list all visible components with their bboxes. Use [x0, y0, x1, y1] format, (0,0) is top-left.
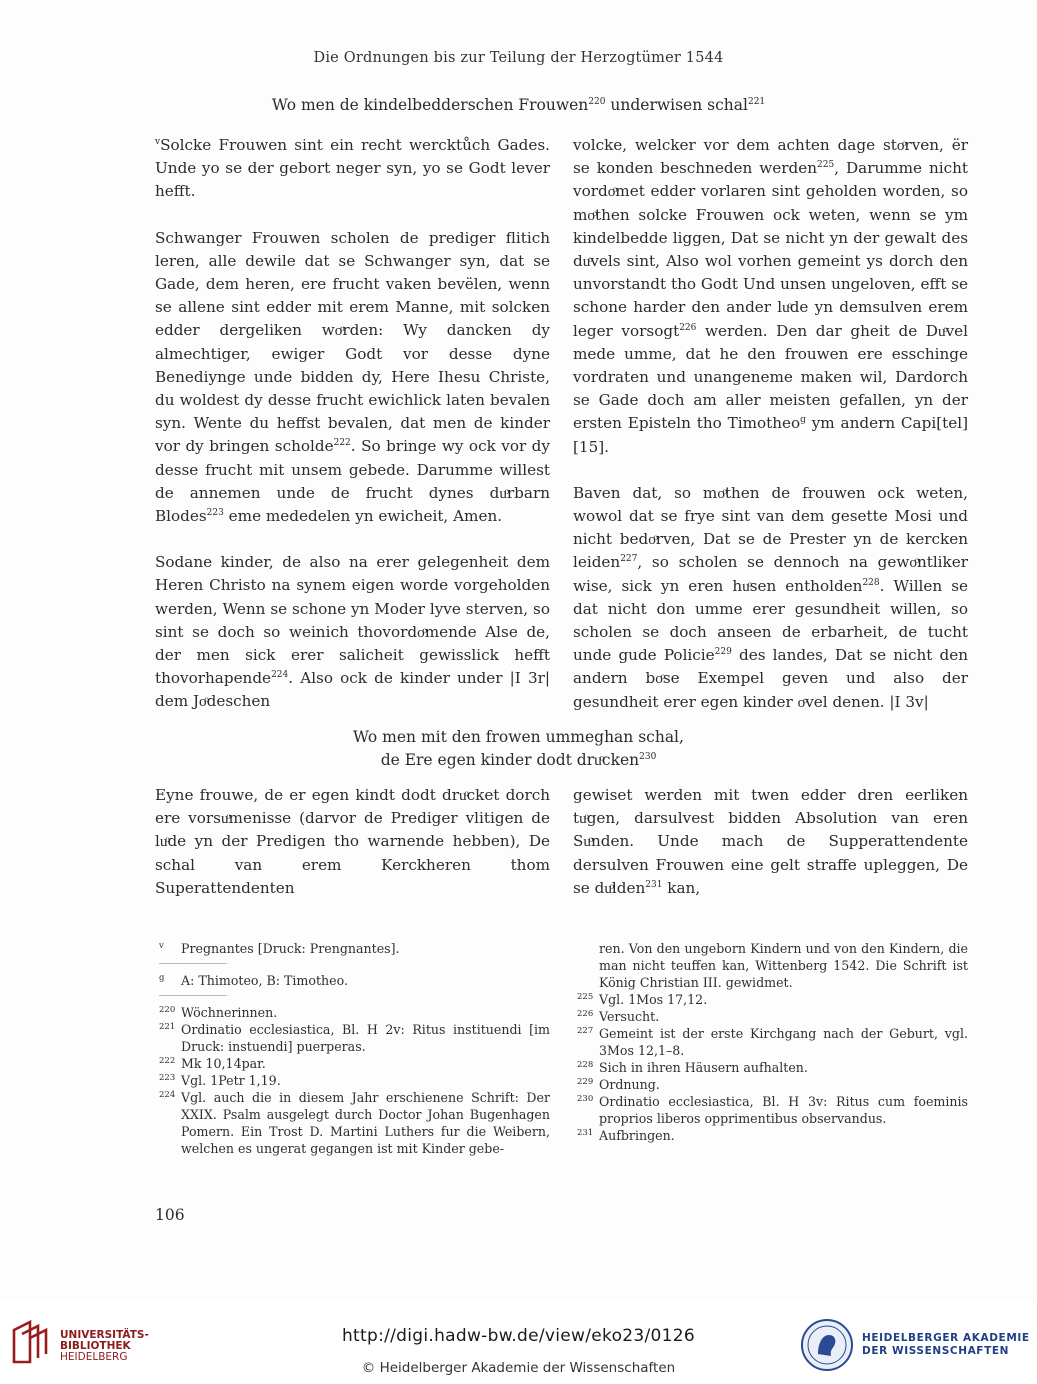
footnote-text: Vgl. auch die in diesem Jahr erschienene Schrift: Der XXIX. Psalm ausgelegt durch Doctor Johan Bugenhagen Pomern. Ein Trost D. Martini Luthers fur die Weibern, welchen es ungerat gegangen ist mit Kinder gebe- [181, 1090, 550, 1156]
paragraph-text: Eyne frouwe, de er egen kindt dodt druͦcket dorch ere vorsuͦmenisse (darvor de Prediger vlitigen de luͦde yn der Predigen tho warnende hebben), De schal van erem Kerckheren thom Superattendenten [155, 786, 550, 897]
paragraph-text: volcke, welcker vor dem achten dage stoͦrven, ër se konden beschneden werden [573, 136, 968, 178]
footnote-text: Ordinatio ecclesiastica, Bl. H 2v: Ritus instituendi [im Druck: instuendi] puerperas. [181, 1022, 550, 1054]
footnote-divider [159, 995, 227, 996]
footnote-text: Pregnantes [Druck: Prengnantes]. [181, 941, 400, 956]
footnote-number: 224 [159, 1090, 176, 1100]
footnote-ref[interactable]: 220 [588, 97, 606, 107]
footnote [573, 1059, 968, 1076]
footnote-ref[interactable]: v [155, 137, 161, 147]
paragraph-text: Schwanger Frouwen scholen de prediger flitich leren, alle dewile dat se Schwanger syn, dat se Gade, dem heren, ere frucht vaken bevëlen, wenn se allene sint edder mit erem Manne, mit solcken edder dergeliken woͦrden: Wy dancken dy almechtiger, ewiger Godt vor desse dyne Benediynge unde bidden dy, Here Ihesu Christe, du woldest dy desse frucht ewichlick laten bevalen syn. Wente du heffst bevalen, dat men de kinder vor dy bringen scholde [155, 228, 550, 456]
paragraph-text: Sodane kinder, de also na erer gelegenheit dem Heren Christo na synem eigen worde vorgeholden werden, Wenn se schone yn Moder lyve sterven, so sint se doch so weinich thovordoͦmende Alse de, der men sick erer salicheit gewisslick hefft thovorhapende [155, 553, 550, 688]
footnote-number: 225 [577, 992, 594, 1002]
paragraph-text: gewiset werden mit twen edder dren eerliken tuͦgen, darsulvest bidden Absolution van eren Suͦnden. Unde mach de Supperattendente dersulven Frouwen eine gelt straffe upleggen, De se duͦlden [573, 786, 968, 897]
footnote-number: 220 [159, 1005, 176, 1015]
footnote-number: 223 [159, 1073, 176, 1083]
footnote-ref[interactable]: 226 [679, 322, 697, 333]
academy-seal-icon[interactable] [800, 1318, 854, 1372]
footnote-ref[interactable]: 229 [714, 647, 732, 658]
paragraph [573, 134, 968, 459]
footnote-number: 222 [159, 1056, 176, 1066]
section-title-line: Wo men mit den frowen ummeghan schal, [353, 728, 684, 746]
paragraph-text: . Also ock de kinder under |I 3r| dem Joͦdeschen [155, 669, 550, 711]
footnote-number: 229 [577, 1077, 594, 1087]
section-title-line [0, 749, 1037, 772]
footnote-number: 231 [577, 1128, 594, 1138]
footnote [573, 1025, 968, 1059]
footnote-ref[interactable]: 222 [333, 438, 351, 449]
footnote-text: Ordnung. [599, 1077, 660, 1092]
footnote-text: ren. Von den ungeborn Kindern und von den Kindern, die man nicht teuffen kan, Wittenberg 1542. Die Schrift ist König Christian III. gewidmet. [599, 941, 968, 990]
footnote-text: Versucht. [599, 1009, 660, 1024]
footnote [573, 991, 968, 1008]
footnote [573, 1076, 968, 1093]
section-title [0, 96, 1037, 114]
footnote [155, 1021, 550, 1055]
footnote-divider [159, 963, 227, 964]
paragraph-text: kan, [662, 878, 701, 897]
footnote-text: Gemeint ist der erste Kirchgang nach der Geburt, vgl. 3Mos 12,1–8. [599, 1026, 968, 1058]
paragraph [155, 134, 550, 204]
footnote-number: 221 [159, 1022, 176, 1032]
paragraph [573, 482, 968, 714]
text-column-right [573, 134, 968, 714]
footnote-ref[interactable]: 228 [862, 577, 880, 588]
library-name-line: HEIDELBERG [60, 1351, 128, 1363]
footnote-ref[interactable]: 224 [271, 670, 289, 681]
academy-name-line: HEIDELBERGER AKADEMIE [862, 1332, 1030, 1344]
paragraph-text: ym andern Capi[tel] [15]. [573, 414, 968, 456]
footnote-text: Aufbringen. [599, 1128, 675, 1143]
footnote-ref[interactable]: 231 [645, 879, 663, 890]
footnote-text: Sich in ihren Häusern aufhalten. [599, 1060, 808, 1075]
footnote-text: Mk 10,14par. [181, 1056, 266, 1071]
footnote-number: 228 [577, 1060, 594, 1070]
footnote-ref[interactable]: 225 [817, 160, 835, 171]
footnote-ref[interactable]: 230 [639, 752, 657, 762]
paragraph [155, 551, 550, 713]
footnote [155, 940, 550, 957]
footnote-text: A: Thimoteo, B: Timotheo. [181, 973, 348, 988]
footnote [155, 972, 550, 989]
paragraph-text: eme mededelen yn ewicheit, Amen. [223, 507, 503, 526]
paragraph-text: , Darumme nicht vordoͦmet edder vorlaren sint geholden worden, so moͦthen solcke Frouwen ock weten, wenn se ym kindelbedde liggen, Dat se nicht yn der gewalt des duͦvels sint, Also wol vorhen gemeint ys dorch den unvorstandt tho Godt Und unsen ungeloven, efft se schone harder den ander luͦde yn demsulven erem leger vorsogt [573, 159, 968, 340]
paragraph-text: werden. Den dar gheit de Duͦvel mede umme, dat he den frouwen ere esschinge vordraten und unangeneme maken wil, Dardorch se Gade doch am aller meisten gefallen, yn der ersten Episteln tho Timotheo [573, 321, 969, 433]
footnote [155, 1004, 550, 1021]
footnote-text: Vgl. 1Mos 17,12. [599, 992, 708, 1007]
paragraph [155, 227, 550, 529]
section-title [0, 726, 1037, 772]
paragraph-text: Baven dat, so moͦthen de frouwen ock weten, wowol dat se frye sint van dem gesette Mosi und nicht bedoͦrven, Dat se de Prester yn de kercken leiden [573, 483, 968, 572]
footnote-number: 227 [577, 1026, 594, 1036]
section-title-text: de Ere egen kinder dodt druͦcken [380, 751, 640, 769]
footnote [155, 1055, 550, 1072]
library-name-line: UNIVERSITÄTS- [60, 1329, 149, 1341]
text-column-right [573, 784, 968, 900]
footnote-text: Ordinatio ecclesiastica, Bl. H 3v: Ritus cum foeminis proprios liberos opprimentibus observandus. [599, 1094, 968, 1126]
paragraph [573, 784, 968, 900]
footnote-number: 230 [577, 1094, 594, 1104]
footnote-text: Vgl. 1Petr 1,19. [181, 1073, 281, 1088]
footnote-number: 226 [577, 1009, 594, 1019]
footnote-number: v [159, 941, 164, 951]
paragraph-text: . So bringe wy ock vor dy desse frucht mit unsem gebede. Darumme willest de annemen unde de frucht dynes duͦrbarn Blodes [155, 437, 550, 526]
footnote [573, 1127, 968, 1144]
paragraph-text: Solcke Frouwen sint ein recht wercktůch Gades. Unde yo se der gebort neger syn, yo se Godt lever hefft. [155, 136, 550, 201]
footnote-ref[interactable]: 221 [747, 97, 766, 107]
academy-name-line: DER WISSENSCHAFTEN [862, 1345, 1010, 1357]
footnote-number: g [159, 973, 165, 983]
footnote [573, 1008, 968, 1025]
page-number: 106 [155, 1206, 185, 1224]
text-column-left [155, 134, 550, 714]
footnote-number [573, 940, 599, 991]
footnote-ref[interactable]: 223 [206, 508, 224, 519]
copyright-notice: © Heidelberger Akademie der Wissenschaften [361, 1360, 676, 1376]
footnote-text: Wöchnerinnen. [181, 1005, 278, 1020]
source-url-link[interactable]: http://digi.hadw-bw.de/view/eko23/0126 [341, 1326, 696, 1346]
footnotes-left [155, 940, 550, 1157]
footnote [155, 1072, 550, 1089]
section-title-text: underwisen schal [605, 96, 748, 114]
paragraph-text: des landes, Dat se nicht den andern boͦse Exempel geven und also der gesundheit erer egen kinder oͦvel denen. |I 3v| [573, 646, 968, 711]
paragraph-text: , so scholen se dennoch na gewoͦntliker wise, sick yn eren huͦsen entholden [573, 553, 968, 595]
paragraph [155, 784, 550, 900]
footnote-ref[interactable]: g [800, 415, 806, 426]
footnote-ref[interactable]: 227 [620, 554, 638, 565]
paragraph-text: . Willen se dat nicht don umme erer gesundheit willen, so scholen se doch anseen de erbarheit, de tucht unde gude Policie [573, 576, 968, 665]
section-title-text: Wo men de kindelbedderschen Frouwen [271, 96, 589, 114]
footnotes-right [573, 940, 968, 1144]
footnote [155, 1089, 550, 1157]
footnote [573, 940, 968, 991]
text-column-left [155, 784, 550, 900]
academy-name[interactable] [862, 1332, 1030, 1358]
running-header: Die Ordnungen bis zur Teilung der Herzogtümer 1544 [313, 50, 724, 66]
footnote [573, 1093, 968, 1127]
library-name-line: BIBLIOTHEK [60, 1340, 131, 1352]
